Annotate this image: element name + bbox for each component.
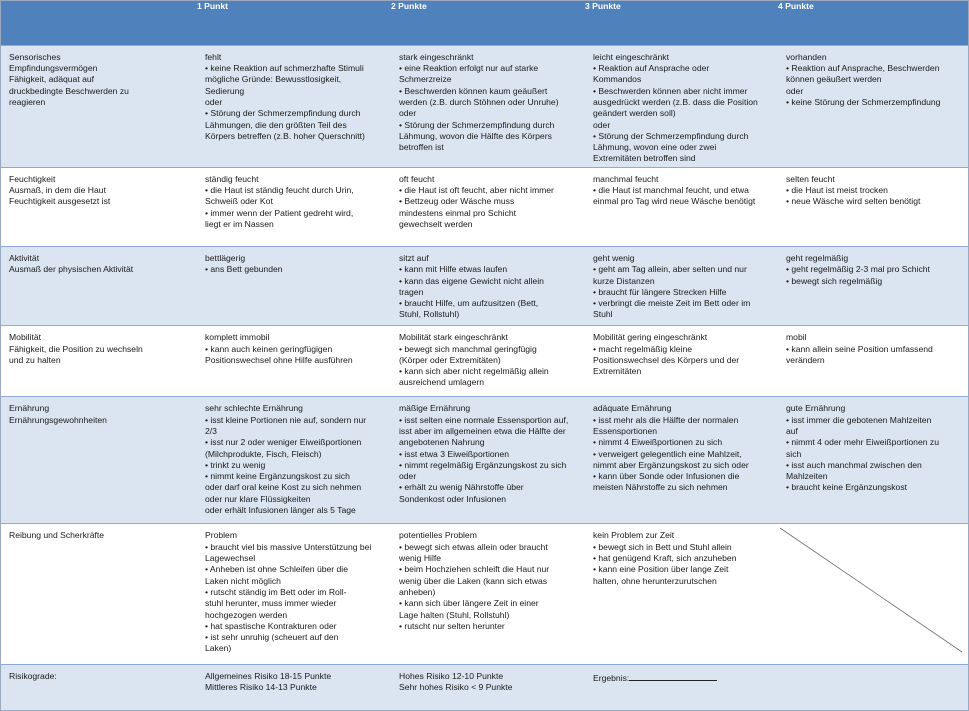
cell-line: • keine Störung der Schmerzempfindung: [786, 96, 941, 107]
cell-line: • kann allein seine Position umfassend: [786, 343, 933, 354]
row-label: [1, 45, 197, 167]
cell-heading: geht regelmäßig: [786, 252, 849, 263]
cell-line: • geht regelmäßig 2-3 mal pro Schicht: [786, 264, 930, 275]
cell-line: • braucht keine Ergänzungskost: [786, 482, 908, 493]
cell-line: ausgedrückt werden (z.B. dass die Position: [593, 96, 758, 107]
cell-line: oder: [399, 471, 417, 482]
cell-line: • nimmt keine Ergänzungskost zu sich: [205, 471, 350, 482]
cell-line: reagieren: [9, 96, 46, 107]
cell-line: gewechselt werden: [399, 218, 473, 229]
cell-line: oder: [786, 85, 804, 96]
cell-line: mindestens einmal pro Schicht: [399, 207, 517, 218]
cell-line: Extremitäten: [593, 366, 642, 377]
cell-heading: potentielles Problem: [399, 530, 477, 541]
cell-line: Körpers betreffen (z.B. hoher Querschnitt): [205, 130, 365, 141]
cell-line: • ist sehr unruhig (scheuert auf den: [205, 632, 339, 643]
row-label: [1, 167, 197, 246]
cell-line: Schweiß oder Kot: [205, 196, 273, 207]
cell-3-punkte: [585, 524, 778, 664]
cell-heading: Problem: [205, 530, 237, 541]
cell-line: • Beschwerden können kaum geäußert: [399, 85, 548, 96]
result-label: Ergebnis:: [593, 672, 630, 683]
cell-line: Lage halten (Stuhl, Rollstuhl): [399, 609, 510, 620]
cell-line: • erhält zu wenig Nährstoffe über: [399, 482, 524, 493]
cell-line: • kann eine Position über lange Zeit: [593, 564, 729, 575]
cell-line: • die Haut ist manchmal feucht, und etwa: [593, 184, 749, 195]
cell-line: oder erhält Infusionen länger als 5 Tage: [205, 505, 356, 516]
cell-heading: sitzt auf: [399, 252, 429, 263]
cell-line: Lagewechsel: [205, 553, 256, 564]
cell-heading: selten feucht: [786, 173, 835, 184]
cell-line: • bewegt sich etwas allein oder braucht: [399, 541, 548, 552]
header-3-punkte: 3 Punkte: [585, 1, 778, 45]
cell-line: • die Haut ist oft feucht, aber nicht immer: [399, 184, 554, 195]
cell-heading: bettlägerig: [205, 252, 246, 263]
cell-line: (Körper oder Extremitäten): [399, 354, 501, 365]
cell-heading: Mobilität stark eingeschränkt: [399, 332, 508, 343]
header-4-punkte: 4 Punkte: [778, 1, 968, 45]
cell-3-punkte: [585, 326, 778, 397]
cell-line: • isst etwa 3 Eiweißportionen: [399, 448, 510, 459]
cell-line: • Störung der Schmerzempfindung durch: [593, 130, 749, 141]
cell-line: oder: [593, 119, 611, 130]
cell-heading: Allgemeines Risiko 18-15 Punkte: [205, 670, 332, 681]
header-empty: [1, 1, 197, 45]
cell-line: Stuhl, Rollstuhl): [399, 309, 460, 320]
result-field[interactable]: [585, 664, 778, 710]
cell-line: einmal pro Tag wird neue Wäsche benötigt: [593, 196, 756, 207]
cell-line: • ans Bett gebunden: [205, 264, 283, 275]
cell-line: • die Haut ist meist trocken: [786, 184, 888, 195]
cell-heading: vorhanden: [786, 51, 827, 62]
cell-2-punkte: [391, 326, 585, 397]
cell-line: • isst mehr als die Hälfte der normalen: [593, 414, 739, 425]
cell-2-punkte: [391, 524, 585, 664]
cell-heading: Hohes Risiko 12-10 Punkte: [399, 670, 504, 681]
cell-line: • kann sich aber nicht regelmäßig allein: [399, 366, 549, 377]
cell-line: • nimmt 4 Eiweißportionen zu sich: [593, 437, 723, 448]
row-reibung: [1, 524, 968, 664]
risk-grades-label: Risikograde:: [1, 664, 197, 710]
row-mobilitaet: [1, 326, 968, 397]
cell-heading: Aktivität: [9, 252, 40, 263]
cell-line: nimmt aber Ergänzungskost zu sich oder: [593, 459, 749, 470]
cell-line: • braucht viel bis massive Unterstützung bei: [205, 541, 372, 552]
cell-line: • bewegt sich manchmal geringfügig: [399, 343, 537, 354]
header-2-punkte: 2 Punkte: [391, 1, 585, 45]
cell-line: Ausmaß, in dem die Haut: [9, 184, 106, 195]
cell-3-punkte: [585, 167, 778, 246]
cell-heading: Reibung und Scherkräfte: [9, 530, 105, 541]
cell-line: Lähmung, wovon eine oder zwei: [593, 142, 717, 153]
row-label: [1, 326, 197, 397]
cell-3-punkte: [585, 45, 778, 167]
row-risikograde: [1, 664, 968, 710]
cell-line: angebotenen Nahrung: [399, 437, 485, 448]
cell-line: Ausmaß der physischen Aktivität: [9, 264, 134, 275]
cell-line: tragen: [399, 286, 424, 297]
cell-line: (Milchprodukte, Fisch, Fleisch): [205, 448, 322, 459]
cell-heading: Ernährung: [9, 403, 50, 414]
cell-line: oder: [205, 96, 223, 107]
cell-line: Sedierung: [205, 85, 245, 96]
cell-line: kurze Distanzen: [593, 275, 655, 286]
cell-heading: Mobilität: [9, 332, 41, 343]
cell-heading: kein Problem zur Zeit: [593, 530, 675, 541]
cell-line: Extremitäten betroffen sind: [593, 153, 696, 164]
cell-heading: oft feucht: [399, 173, 435, 184]
cell-line: • neue Wäsche wird selten benötigt: [786, 196, 921, 207]
cell-line: hochgezogen werden: [205, 609, 288, 620]
row-label: [1, 524, 197, 664]
cell-line: Fähigkeit, adäquat auf: [9, 74, 95, 85]
cell-line: Lähmung, wovon die Hälfte des Körpers: [399, 130, 552, 141]
cell-heading: ständig feucht: [205, 173, 259, 184]
cell-line: • Störung der Schmerzempfindung durch: [399, 119, 555, 130]
cell-line: • braucht für längere Strecken Hilfe: [593, 286, 727, 297]
cell-1-punkt: [197, 397, 391, 524]
cell-heading: geht wenig: [593, 252, 635, 263]
cell-2-punkte: [391, 45, 585, 167]
cell-line: • nimmt regelmäßig Ergänzungskost zu sich: [399, 459, 567, 470]
cell-heading: sehr schlechte Ernährung: [205, 403, 303, 414]
cell-4-punkte: [778, 246, 968, 325]
header-row: [1, 1, 968, 45]
cell-line: • hat genügend Kraft, sich anzuheben: [593, 553, 737, 564]
cell-1-punkt: [197, 326, 391, 397]
cell-heading: manchmal feucht: [593, 173, 659, 184]
cell-line: anheben): [399, 586, 436, 597]
cell-line: • isst auch manchmal zwischen den: [786, 459, 922, 470]
cell-heading: gute Ernährung: [786, 403, 846, 414]
cell-3-punkte: [585, 397, 778, 524]
cell-3-punkte: [585, 246, 778, 325]
cell-line: • trinkt zu wenig: [205, 459, 266, 470]
cell-1-punkt: [197, 246, 391, 325]
cell-line: Positionswechsel des Körpers und der: [593, 354, 740, 365]
row-feuchtigkeit: [1, 167, 968, 246]
cell-line: • Anheben ist ohne Schleifen über die: [205, 564, 349, 575]
cell-line: • braucht Hilfe, um aufzusitzen (Bett,: [399, 298, 539, 309]
row-aktivitaet: [1, 246, 968, 325]
cell-line: • isst selten eine normale Essensportion auf,: [399, 414, 569, 425]
cell-line: • isst kleine Portionen nie auf, sondern nur: [205, 414, 367, 425]
braden-scale-table: [1, 1, 968, 710]
risk-grades-col1: [197, 664, 391, 710]
cell-line: • verbringt die meiste Zeit im Bett oder im: [593, 298, 751, 309]
cell-line: geändert werden soll): [593, 108, 676, 119]
cell-heading: stark eingeschränkt: [399, 51, 474, 62]
cell-line: • Reaktion auf Ansprache oder: [593, 63, 710, 74]
cell-line: • kann das eigene Gewicht nicht allein: [399, 275, 544, 286]
result-blank-line[interactable]: [629, 671, 717, 681]
row-label: [1, 397, 197, 524]
cell-4-punkte: [778, 45, 968, 167]
cell-line: • immer wenn der Patient gedreht wird,: [205, 207, 354, 218]
cell-line: Sondenkost oder Infusionen: [399, 493, 507, 504]
cell-line: Positionswechsel ohne Hilfe ausführen: [205, 354, 353, 365]
cell-4-punkte: [778, 326, 968, 397]
cell-1-punkt: [197, 524, 391, 664]
cell-line: • rutscht ständig im Bett oder im Roll-: [205, 586, 347, 597]
cell-4-punkte: [778, 167, 968, 246]
cell-line: Stuhl: [593, 309, 613, 320]
cell-heading: Mobilität gering eingeschränkt: [593, 332, 708, 343]
cell-line: • hat spastische Kontrakturen oder: [205, 620, 337, 631]
cell-4-punkte-not-applicable: [778, 524, 968, 664]
cell-heading: adäquate Ernährung: [593, 403, 672, 414]
cell-line: betroffen ist: [399, 142, 444, 153]
cell-line: Mahlzeiten: [786, 471, 828, 482]
cell-heading: fehlt: [205, 51, 222, 62]
cell-line: oder: [399, 108, 417, 119]
cell-line: • Bettzeug oder Wäsche muss: [399, 196, 515, 207]
cell-1-punkt: [197, 167, 391, 246]
cell-line: sich: [786, 448, 802, 459]
cell-line: Essensportionen: [593, 425, 658, 436]
cell-line: • verweigert gelegentlich eine Mahlzeit,: [593, 448, 742, 459]
cell-line: • kann auch keinen geringfügigen: [205, 343, 333, 354]
cell-heading: Feuchtigkeit: [9, 173, 56, 184]
cell-line: Laken nicht möglich: [205, 575, 281, 586]
cell-1-punkt: [197, 45, 391, 167]
empty-cell: [778, 664, 968, 710]
risk-grades-col2: [391, 664, 585, 710]
header-1-punkt: 1 Punkt: [197, 1, 391, 45]
cell-line: oder darf oral keine Kost zu sich nehmen: [205, 482, 362, 493]
cell-line: Empfindungsvermögen: [9, 63, 98, 74]
cell-line: • geht am Tag allein, aber selten und nur: [593, 264, 747, 275]
cell-line: können geäußert werden: [786, 74, 882, 85]
cell-line: ausreichend umlagern: [399, 377, 485, 388]
cell-line: mögliche Gründe: Bewusstlosigkeit,: [205, 74, 342, 85]
cell-line: Schmerzreize: [399, 74, 452, 85]
cell-2-punkte: [391, 167, 585, 246]
cell-heading: leicht eingeschränkt: [593, 51, 669, 62]
cell-line: werden (z.B. durch Stöhnen oder Unruhe): [399, 96, 559, 107]
cell-line: meisten Nährstoffe zu sich nehmen: [593, 482, 728, 493]
cell-line: Mittleres Risiko 14-13 Punkte: [205, 682, 317, 693]
cell-line: verändern: [786, 354, 825, 365]
cell-line: • beim Hochziehen schleift die Haut nur: [399, 564, 550, 575]
cell-line: • rutscht nur selten herunter: [399, 620, 505, 631]
cell-heading: Sensorisches: [9, 51, 61, 62]
cell-line: stuhl herunter, muss immer wieder: [205, 598, 337, 609]
cell-line: Lähmungen, die den größten Teil des: [205, 119, 347, 130]
row-ernaehrung: [1, 397, 968, 524]
cell-2-punkte: [391, 246, 585, 325]
diagonal-strike-icon: [778, 524, 964, 656]
cell-line: • die Haut ist ständig feucht durch Urin,: [205, 184, 354, 195]
cell-line: wenig über die Laken (kann sich etwas: [399, 575, 548, 586]
cell-line: Laken): [205, 643, 232, 654]
cell-line: liegt er im Nassen: [205, 218, 274, 229]
cell-line: • Störung der Schmerzempfindung durch: [205, 108, 361, 119]
cell-line: 2/3: [205, 425, 217, 436]
cell-line: • Beschwerden können aber nicht immer: [593, 85, 748, 96]
cell-line: oder nur klare Flüssigkeiten: [205, 493, 311, 504]
cell-line: • keine Reaktion auf schmerzhafte Stimuli: [205, 63, 364, 74]
cell-line: • nimmt 4 oder mehr Eiweißportionen zu: [786, 437, 939, 448]
cell-line: Ernährungsgewohnheiten: [9, 414, 107, 425]
cell-line: • Reaktion auf Ansprache, Beschwerden: [786, 63, 940, 74]
cell-line: auf: [786, 425, 798, 436]
cell-line: Fähigkeit, die Position zu wechseln: [9, 343, 143, 354]
cell-line: wenig Hilfe: [399, 553, 442, 564]
cell-line: • isst nur 2 oder weniger Eiweißportionen: [205, 437, 362, 448]
cell-heading: komplett immobil: [205, 332, 270, 343]
cell-heading: mäßige Ernährung: [399, 403, 471, 414]
cell-line: • bewegt sich in Bett und Stuhl allein: [593, 541, 732, 552]
cell-heading: mobil: [786, 332, 807, 343]
cell-line: druckbedingte Beschwerden zu: [9, 85, 129, 96]
cell-line: • kann über Sonde oder Infusionen die: [593, 471, 740, 482]
row-label: [1, 246, 197, 325]
cell-line: Kommandos: [593, 74, 642, 85]
cell-line: • kann sich über längere Zeit in einer: [399, 598, 539, 609]
cell-line: • kann mit Hilfe etwas laufen: [399, 264, 508, 275]
cell-line: Sehr hohes Risiko < 9 Punkte: [399, 682, 513, 693]
cell-line: isst aber im allgemeinen etwa die Hälfte der: [399, 425, 566, 436]
cell-line: Feuchtigkeit ausgesetzt ist: [9, 196, 111, 207]
cell-line: halten, ohne herunterzurutschen: [593, 575, 717, 586]
row-sensorik: [1, 45, 968, 167]
cell-2-punkte: [391, 397, 585, 524]
cell-line: • isst immer die gebotenen Mahlzeiten: [786, 414, 932, 425]
cell-line: und zu halten: [9, 354, 61, 365]
cell-line: • bewegt sich regelmäßig: [786, 275, 883, 286]
cell-line: • macht regelmäßig kleine: [593, 343, 693, 354]
cell-line: • eine Reaktion erfolgt nur auf starke: [399, 63, 539, 74]
cell-4-punkte: [778, 397, 968, 524]
